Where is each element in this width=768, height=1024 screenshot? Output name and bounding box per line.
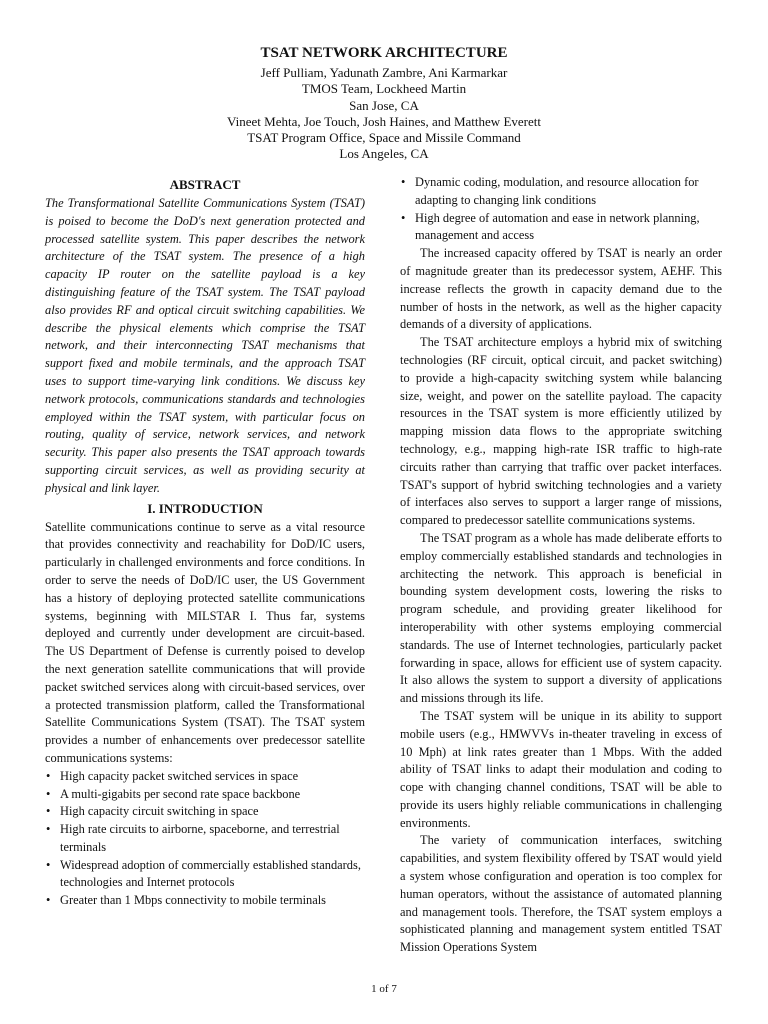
list-item: • Greater than 1 Mbps connectivity to mobile terminals (45, 892, 365, 910)
enhancements-list-continued (400, 174, 722, 245)
abstract-heading: ABSTRACT (169, 177, 241, 192)
list-item: • High capacity packet switched services in space (45, 768, 365, 786)
list-item: • High degree of automation and ease in network planning, management and access (400, 210, 722, 246)
location-2: Los Angeles, CA (339, 146, 429, 162)
paper-title: TSAT NETWORK ARCHITECTURE (260, 45, 508, 61)
body-paragraph: The increased capacity offered by TSAT is nearly an order of magnitude greater than its predecessor system, AEHF. This increase reflects the growth in capacity demand due to the number of hosts in the network, as well as the higher capacity demands of a diversity of applications. (400, 246, 722, 332)
location-1: San Jose, CA (349, 97, 419, 113)
list-item: • A multi-gigabits per second rate space backbone (45, 786, 365, 804)
enhancements-list (45, 768, 365, 910)
body-paragraph: The TSAT program as a whole has made deliberate efforts to employ commercially established standards and technologies in architecting the network. This approach is beneficial in bounding system development costs, lowering the risks to program schedule, and providing greater likelihood for interoperability with other systems employing commercial standards. The use of Internet technologies, particularly packet forwarding in space, allows for efficient use of system capacity. It also allows the system to support a diversity of applications and missions through its life. (400, 530, 722, 706)
author-line-1: Jeff Pulliam, Yadunath Zambre, Ani Karmarkar (260, 65, 508, 80)
body-paragraph: The TSAT architecture employs a hybrid mix of switching technologies (RF circuit, optical circuit, and packet switching) to provide a high-capacity switching system while balancing size, weight, and power on the satellite payload. The capacity resources in the TSAT system is more efficiently utilized by mapping mission data flows to the appropriate switching technology, e.g., mapping high-rate ISR traffic to high-rate circuits rather than carrying that traffic over packet interfaces. TSAT's support of hybrid switching technologies and a variety of interfaces also serves to support a larger range of missions, compared to predecessor satellite communications systems. (400, 335, 722, 528)
author-line-2: Vineet Mehta, Joe Touch, Josh Haines, and Matthew Everett (227, 113, 541, 129)
left-column (45, 174, 365, 910)
right-column (400, 174, 722, 957)
body-paragraph: The variety of communication interfaces, switching capabilities, and system flexibility offered by TSAT would yield a system whose configuration and operation is too complex for human operators, without the assistance of automated planning and management tools. Therefore, the TSAT system employs a sophisticated planning and management system entitled TSAT Mission Operations System (400, 833, 722, 955)
list-item: • Widespread adoption of commercially established standards, technologies and Internet protocols (45, 857, 365, 893)
introduction-heading: I. INTRODUCTION (147, 500, 263, 516)
paper-header (0, 44, 768, 163)
page-number: 1 of 7 (371, 983, 397, 995)
affiliation-1: TMOS Team, Lockheed Martin (301, 81, 467, 97)
body-paragraph: The TSAT system will be unique in its ability to support mobile users (e.g., HMWVVs in-theater traveling in excess of 10 Mph) at link rates greater than 1 Mbps. With the added ability of TSAT links to adapt their modulation and coding to cope with changing channel conditions, TSAT will be able to provide its users highly reliable communications in challenging environments. (400, 708, 722, 830)
abstract-text: The Transformational Satellite Communications System (TSAT) is poised to become the DoD's next generation protected and processed satellite system. This paper describes the network architecture of the TSAT system. The presence of a high capacity IP router on the satellite payload is a key distinguishing feature of the TSAT system. The TSAT payload also provides RF and optical circuit switching capabilities. We describe the physical elements which comprise the TSAT network, and their interconnecting TSAT mechanisms that support fixed and mobile terminals, and the approach TSAT uses to support time-varying link conditions. We discuss key network protocols, communications standards and technologies employed within the TSAT system, with particular focus on routing, quality of service, network services, and network security. This paper also presents the TSAT approach towards supporting circuit services, as well as providing security at physical and link layer. (45, 196, 365, 495)
list-item: • High capacity circuit switching in space (45, 803, 365, 821)
list-item: • High rate circuits to airborne, spaceborne, and terrestrial terminals (45, 821, 365, 857)
list-item: • Dynamic coding, modulation, and resource allocation for adapting to changing link conditions (400, 174, 722, 210)
affiliation-2: TSAT Program Office, Space and Missile Command (247, 130, 521, 146)
intro-paragraph: Satellite communications continue to serve as a vital resource that provides connectivity and reachability for DoD/IC users, particularly in challenged environments and force conditions. In order to serve the needs of DoD/IC user, the US Government has a history of deploying protected satellite communications systems, beginning with MILSTAR I. Thus far, systems deployed and currently under development are circuit-based. The US Department of Defense is currently poised to develop the next generation satellite communications that will provide packet switched services along with circuit-based services, over a protected transmission platform, called the Transformational Satellite Communications System (TSAT). The TSAT system provides a number of enhancements over predecessor satellite communications systems: (45, 519, 365, 765)
